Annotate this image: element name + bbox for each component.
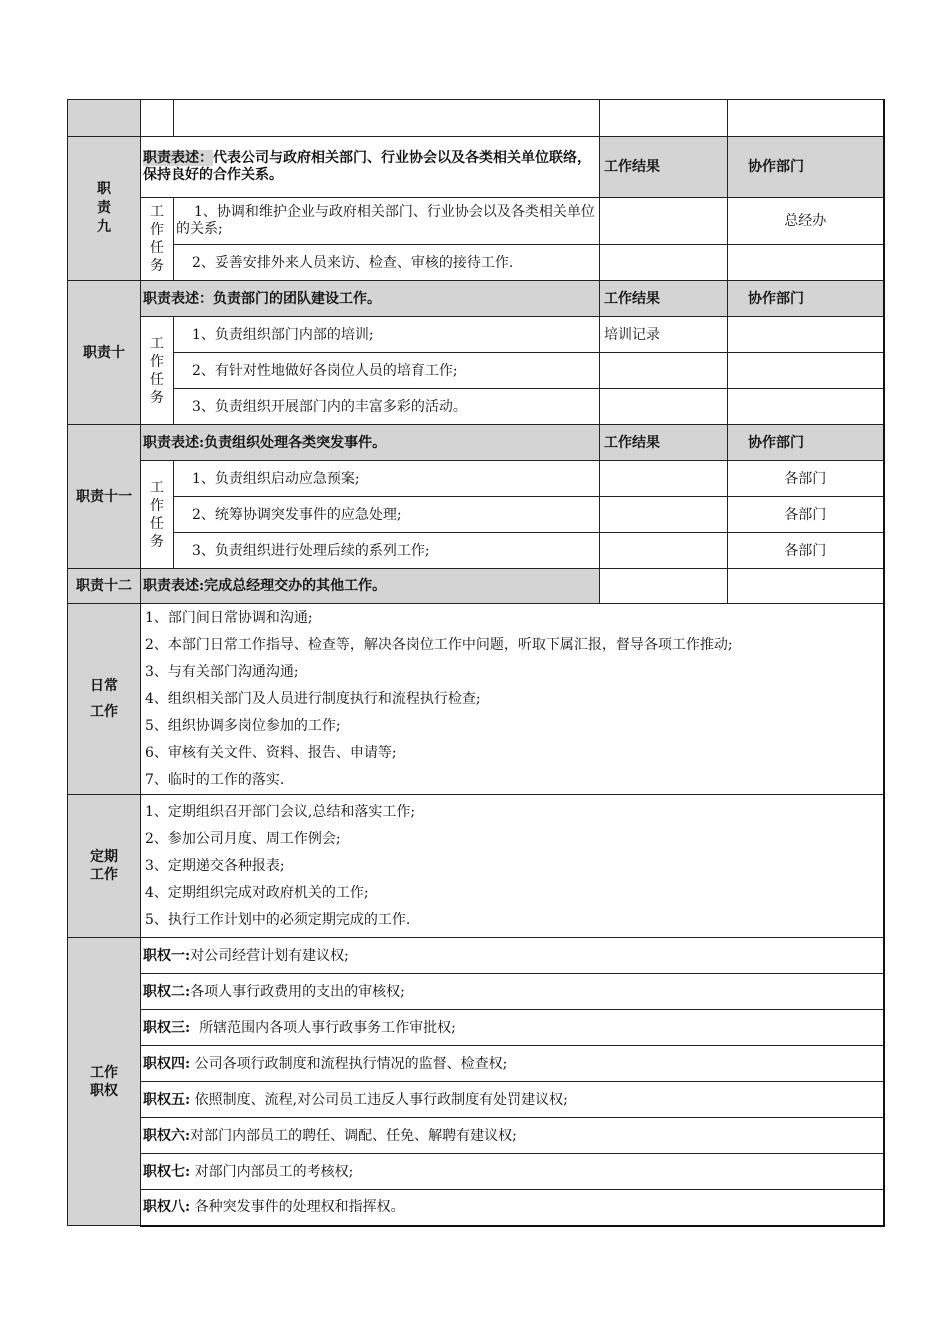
list-item: 5、组织协调多岗位参加的工作; — [145, 717, 341, 734]
duty10-dept-header: 协作部门 — [728, 281, 884, 317]
duty9-task-2: 2、妥善安排外来人员来访、检查、审核的接待工作. — [174, 245, 600, 281]
duty11-header-row — [68, 425, 884, 461]
duty10-header-row — [68, 281, 884, 317]
authority-item-5: 职权五: 依照制度、流程,对公司员工违反人事行政制度有处罚建议权; — [141, 1082, 884, 1118]
list-item: 3、定期递交各种报表; — [145, 857, 285, 874]
blank-cell — [728, 100, 884, 137]
task-row — [68, 389, 884, 425]
task-row — [68, 198, 884, 245]
duty11-task-3-dept: 各部门 — [728, 533, 884, 569]
duty10-task-3: 3、负责组织开展部门内的丰富多彩的活动。 — [174, 389, 600, 425]
authority-row — [68, 938, 884, 974]
authority-row — [68, 1118, 884, 1154]
daily-work-list — [141, 604, 884, 795]
duty11-task-2-dept: 各部门 — [728, 497, 884, 533]
authority-item-7: 职权七: 对部门内部员工的考核权; — [141, 1154, 884, 1190]
blank-cell — [600, 100, 728, 137]
authority-row — [68, 1046, 884, 1082]
duty11-task-3-result — [600, 533, 728, 569]
duty9-task-1-dept: 总经办 — [728, 198, 884, 245]
duty11-label: 职责十一 — [68, 425, 141, 569]
list-item: 2、本部门日常工作指导、检查等，解决各岗位工作中问题，听取下属汇报，督导各项工作推动; — [145, 636, 733, 653]
blank-row — [68, 100, 884, 137]
authority-item-3: 职权三: 所辖范围内各项人事行政事务工作审批权; — [141, 1010, 884, 1046]
task-row — [68, 353, 884, 389]
duty12-dept-cell — [728, 569, 884, 604]
duty11-task-1-dept: 各部门 — [728, 461, 884, 497]
duty10-tasks-label: 工作任务 — [141, 317, 174, 425]
list-item: 2、参加公司月度、周工作例会; — [145, 830, 341, 847]
duty9-tasks-label: 工作任务 — [141, 198, 174, 281]
duty12-description: 职责表述:完成总经理交办的其他工作。 — [141, 569, 600, 604]
duty10-task-1-dept — [728, 317, 884, 353]
duty9-desc-text: 代表公司与政府相关部门、行业协会以及各类相关单位联络，保持良好的合作关系。 — [143, 150, 591, 183]
list-item: 1、定期组织召开部门会议,总结和落实工作; — [145, 803, 416, 820]
authority-item-4: 职权四: 公司各项行政制度和流程执行情况的监督、检查权; — [141, 1046, 884, 1082]
duty11-dept-header: 协作部门 — [728, 425, 884, 461]
duty10-result-header: 工作结果 — [600, 281, 728, 317]
duty11-task-3: 3、负责组织进行处理后续的系列工作; — [174, 533, 600, 569]
duty10-label: 职责十 — [68, 281, 141, 425]
periodic-work-list — [141, 795, 884, 938]
duty10-task-2-dept — [728, 353, 884, 389]
task-row — [68, 461, 884, 497]
blank-cell — [174, 100, 600, 137]
duty10-task-3-result — [600, 389, 728, 425]
duty9-dept-header: 协作部门 — [728, 137, 884, 198]
periodic-work-row — [68, 795, 884, 938]
authority-row — [68, 1010, 884, 1046]
daily-work-row — [68, 604, 884, 795]
list-item: 3、与有关部门沟通沟通; — [145, 663, 299, 680]
authority-row — [68, 1154, 884, 1190]
duty10-task-3-dept — [728, 389, 884, 425]
duty9-header-row — [68, 137, 884, 198]
duty12-row — [68, 569, 884, 604]
duty11-task-1: 1、负责组织启动应急预案; — [174, 461, 600, 497]
authority-item-2: 职权二:各项人事行政费用的支出的审核权; — [141, 974, 884, 1010]
duty9-task-2-result — [600, 245, 728, 281]
periodic-work-label: 定期工作 — [68, 795, 141, 938]
duty11-task-2: 2、统筹协调突发事件的应急处理; — [174, 497, 600, 533]
duty9-result-header: 工作结果 — [600, 137, 728, 198]
list-item: 6、审核有关文件、资料、报告、申请等; — [145, 744, 397, 761]
duty12-result-cell — [600, 569, 728, 604]
duty10-description: 职责表述：负责部门的团队建设工作。 — [141, 281, 600, 317]
authority-item-1: 职权一:对公司经营计划有建议权; — [141, 938, 884, 974]
duty9-desc-key: 职责表述： — [143, 150, 213, 166]
duty10-task-1-result: 培训记录 — [600, 317, 728, 353]
blank-cell — [141, 100, 174, 137]
duty11-description: 职责表述:负责组织处理各类突发事件。 — [141, 425, 600, 461]
duty11-task-2-result — [600, 497, 728, 533]
authority-item-6: 职权六:对部门内部员工的聘任、调配、任免、解聘有建议权; — [141, 1118, 884, 1154]
authority-item-8: 职权八: 各种突发事件的处理权和指挥权。 — [141, 1190, 884, 1226]
task-row — [68, 497, 884, 533]
duty11-result-header: 工作结果 — [600, 425, 728, 461]
authority-row — [68, 974, 884, 1010]
duty9-description — [141, 137, 600, 198]
duty9-task-1: 1、协调和维护企业与政府相关部门、行业协会以及各类相关单位的关系; — [174, 198, 600, 245]
duty11-tasks-label: 工作任务 — [141, 461, 174, 569]
duty10-task-1: 1、负责组织部门内部的培训; — [174, 317, 600, 353]
daily-work-label: 日常工作 — [68, 604, 141, 795]
list-item: 4、组织相关部门及人员进行制度执行和流程执行检查; — [145, 690, 481, 707]
list-item: 5、执行工作计划中的必须定期完成的工作. — [145, 911, 411, 928]
task-row — [68, 245, 884, 281]
blank-label-cell — [68, 100, 141, 137]
authority-row — [68, 1190, 884, 1226]
duty11-task-1-result — [600, 461, 728, 497]
duty12-label: 职责十二 — [68, 569, 141, 604]
list-item: 1、部门间日常协调和沟通; — [145, 609, 313, 626]
job-description-table — [67, 99, 885, 1227]
authority-row — [68, 1082, 884, 1118]
authority-label: 工作职权 — [68, 938, 141, 1226]
duty9-label: 职责九 — [68, 137, 141, 281]
list-item: 7、临时的工作的落实. — [145, 771, 285, 788]
list-item: 4、定期组织完成对政府机关的工作; — [145, 884, 369, 901]
task-row — [68, 317, 884, 353]
duty10-task-2: 2、有针对性地做好各岗位人员的培育工作; — [174, 353, 600, 389]
duty9-task-2-dept — [728, 245, 884, 281]
duty9-task-1-result — [600, 198, 728, 245]
duty10-task-2-result — [600, 353, 728, 389]
task-row — [68, 533, 884, 569]
